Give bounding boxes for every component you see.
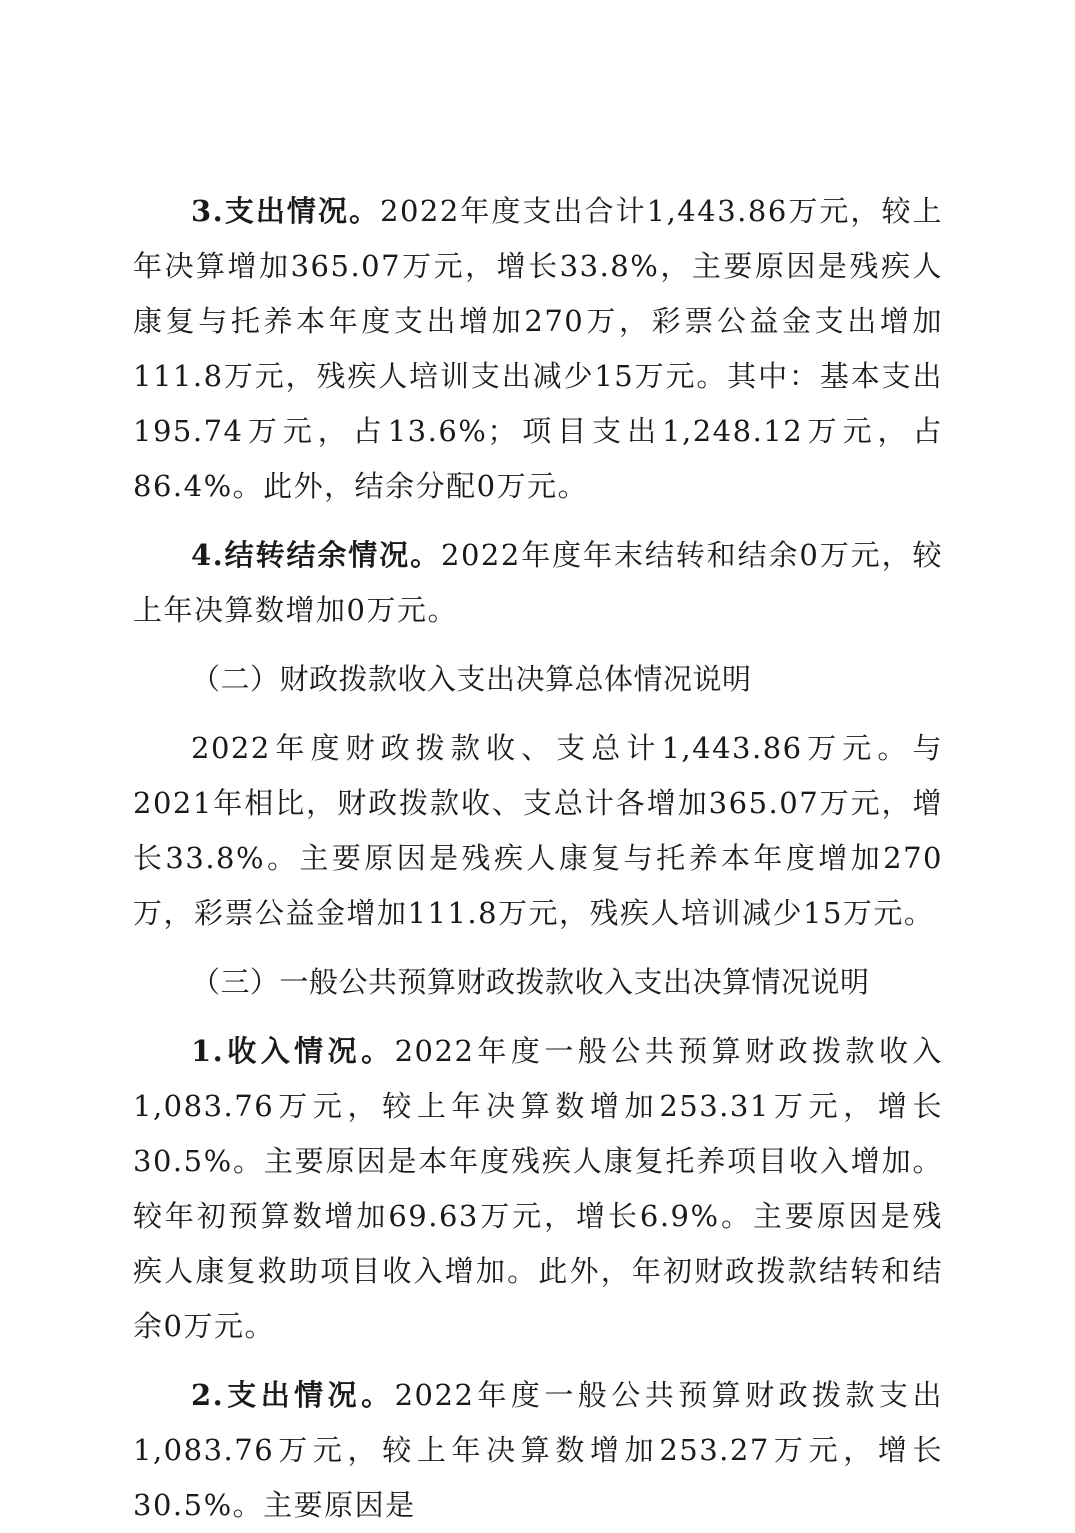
section-lead-expenditure: 3.支出情况。 — [191, 194, 381, 228]
paragraph-text: 2022年度财政拨款收、支总计1,443.86万元。与2021年相比，财政拨款收、支总计各增加365.07万元，增长33.8%。主要原因是残疾人康复与托养本年度增加270万，彩票公益金增加111.8万元，残疾人培训减少15万元。 — [133, 731, 943, 930]
paragraph-text: 2022年度一般公共预算财政拨款支出1,083.76万元，较上年决算数增加253.27万元，增长30.5%。主要原因是 — [133, 1378, 943, 1522]
section-lead-income: 1.收入情况。 — [191, 1034, 395, 1068]
paragraph-income — [133, 1024, 943, 1354]
section-lead-carryover: 4.结转结余情况。 — [191, 538, 442, 572]
paragraph-fiscal-overview — [133, 721, 943, 941]
section-heading-fiscal-overview: （二）财政拨款收入支出决算总体情况说明 — [191, 662, 752, 696]
paragraph-general-expenditure — [133, 1368, 943, 1533]
paragraph-expenditure — [133, 184, 943, 514]
section-lead-general-expenditure: 2.支出情况。 — [191, 1378, 395, 1412]
paragraph-text: 2022年度支出合计1,443.86万元，较上年决算增加365.07万元，增长33.8%，主要原因是残疾人康复与托养本年度支出增加270万，彩票公益金支出增加111.8万元，残疾人培训支出减少15万元。其中：基本支出195.74万元，占13.6%；项目支出1,248.12万元，占86.4%。此外，结余分配0万元。 — [133, 194, 943, 503]
paragraph-carryover — [133, 528, 943, 638]
paragraph-text: 2022年度一般公共预算财政拨款收入1,083.76万元，较上年决算数增加253.31万元，增长30.5%。主要原因是本年度残疾人康复托养项目收入增加。较年初预算数增加69.63万元，增长6.9%。主要原因是残疾人康复救助项目收入增加。此外，年初财政拨款结转和结余0万元。 — [133, 1034, 943, 1343]
paragraph-text: 2022年度年末结转和结余0万元，较上年决算数增加0万元。 — [133, 538, 943, 627]
section-heading-general-budget: （三）一般公共预算财政拨款收入支出决算情况说明 — [191, 965, 870, 999]
document-body — [133, 184, 943, 1533]
